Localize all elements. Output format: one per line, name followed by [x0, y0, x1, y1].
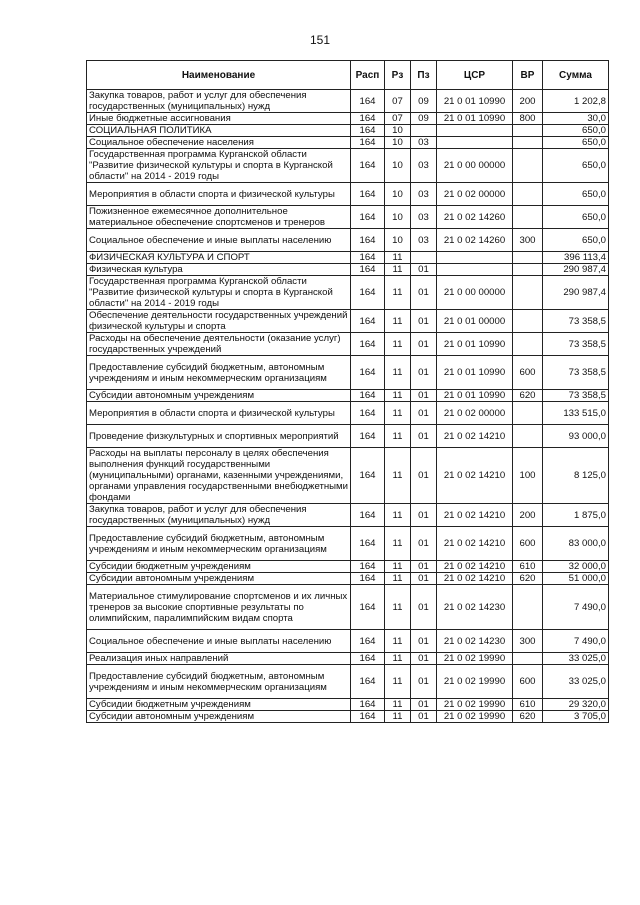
cell-vr: 610: [513, 561, 543, 573]
cell-rz: 11: [385, 425, 411, 448]
cell-vr: [513, 125, 543, 137]
cell-pz: 09: [411, 90, 437, 113]
cell-csr: [437, 252, 513, 264]
table-row: [87, 206, 609, 229]
cell-rz: 11: [385, 276, 411, 310]
cell-sum: 1 875,0: [543, 504, 609, 527]
cell-name: Закупка товаров, работ и услуг для обеспечения государственных (муниципальных) нужд: [87, 90, 351, 113]
table-row: [87, 699, 609, 711]
cell-name: СОЦИАЛЬНАЯ ПОЛИТИКА: [87, 125, 351, 137]
cell-rasp: 164: [351, 264, 385, 276]
table-row: [87, 149, 609, 183]
cell-name: Реализация иных направлений: [87, 653, 351, 665]
cell-rz: 11: [385, 252, 411, 264]
cell-pz: 01: [411, 333, 437, 356]
cell-rasp: 164: [351, 573, 385, 585]
cell-pz: 03: [411, 206, 437, 229]
cell-name: Проведение физкультурных и спортивных мероприятий: [87, 425, 351, 448]
cell-pz: 01: [411, 310, 437, 333]
cell-rz: 07: [385, 113, 411, 125]
header-rz: Рз: [385, 61, 411, 90]
table-row: [87, 252, 609, 264]
cell-csr: 21 0 01 10990: [437, 90, 513, 113]
cell-sum: 3 705,0: [543, 711, 609, 723]
cell-vr: [513, 585, 543, 630]
table-row: [87, 653, 609, 665]
cell-name: Субсидии автономным учреждениям: [87, 711, 351, 723]
header-csr: ЦСР: [437, 61, 513, 90]
cell-sum: 650,0: [543, 206, 609, 229]
cell-name: Обеспечение деятельности государственных учреждений физической культуры и спорта: [87, 310, 351, 333]
cell-name: Государственная программа Курганской области "Развитие физической культуры и спорта в Курганской области" на 2014 - 2019 годы: [87, 276, 351, 310]
cell-rz: 10: [385, 125, 411, 137]
cell-pz: 03: [411, 229, 437, 252]
cell-pz: 01: [411, 573, 437, 585]
table-header-row: [87, 61, 609, 90]
cell-csr: 21 0 01 10990: [437, 356, 513, 390]
cell-rz: 10: [385, 229, 411, 252]
cell-pz: 01: [411, 699, 437, 711]
cell-sum: 8 125,0: [543, 448, 609, 504]
cell-sum: 650,0: [543, 229, 609, 252]
cell-sum: 650,0: [543, 149, 609, 183]
cell-rz: 11: [385, 390, 411, 402]
cell-csr: 21 0 00 00000: [437, 149, 513, 183]
cell-rz: 11: [385, 561, 411, 573]
cell-name: Субсидии автономным учреждениям: [87, 390, 351, 402]
header-vr: ВР: [513, 61, 543, 90]
cell-rasp: 164: [351, 448, 385, 504]
cell-rz: 11: [385, 310, 411, 333]
cell-vr: 300: [513, 630, 543, 653]
cell-pz: 01: [411, 585, 437, 630]
cell-rasp: 164: [351, 356, 385, 390]
cell-rz: 11: [385, 711, 411, 723]
cell-sum: 33 025,0: [543, 665, 609, 699]
cell-pz: 01: [411, 356, 437, 390]
cell-name: Социальное обеспечение и иные выплаты населению: [87, 229, 351, 252]
cell-csr: 21 0 02 19990: [437, 665, 513, 699]
cell-rasp: 164: [351, 711, 385, 723]
cell-vr: 600: [513, 527, 543, 561]
cell-sum: 133 515,0: [543, 402, 609, 425]
cell-pz: 01: [411, 665, 437, 699]
cell-csr: 21 0 02 19990: [437, 653, 513, 665]
cell-csr: 21 0 02 14210: [437, 504, 513, 527]
cell-sum: 7 490,0: [543, 630, 609, 653]
cell-sum: 93 000,0: [543, 425, 609, 448]
cell-name: Закупка товаров, работ и услуг для обеспечения государственных (муниципальных) нужд: [87, 504, 351, 527]
cell-vr: 200: [513, 504, 543, 527]
header-rasp: Расп: [351, 61, 385, 90]
cell-rz: 11: [385, 402, 411, 425]
cell-vr: 600: [513, 356, 543, 390]
cell-pz: 03: [411, 149, 437, 183]
header-pz: Пз: [411, 61, 437, 90]
cell-rz: 07: [385, 90, 411, 113]
cell-csr: [437, 125, 513, 137]
cell-rasp: 164: [351, 310, 385, 333]
cell-rz: 11: [385, 699, 411, 711]
table-body: [87, 90, 609, 723]
cell-rasp: 164: [351, 125, 385, 137]
cell-rasp: 164: [351, 585, 385, 630]
cell-rasp: 164: [351, 333, 385, 356]
cell-sum: 29 320,0: [543, 699, 609, 711]
cell-csr: 21 0 01 00000: [437, 310, 513, 333]
cell-pz: 01: [411, 527, 437, 561]
cell-sum: 650,0: [543, 137, 609, 149]
cell-name: Социальное обеспечение населения: [87, 137, 351, 149]
table-row: [87, 527, 609, 561]
cell-csr: 21 0 02 14260: [437, 206, 513, 229]
cell-pz: 01: [411, 711, 437, 723]
cell-vr: 610: [513, 699, 543, 711]
cell-csr: [437, 137, 513, 149]
table-row: [87, 504, 609, 527]
cell-rz: 11: [385, 573, 411, 585]
cell-sum: 73 358,5: [543, 333, 609, 356]
cell-name: Предоставление субсидий бюджетным, автономным учреждениям и иным некоммерческим организациям: [87, 356, 351, 390]
cell-rz: 10: [385, 183, 411, 206]
cell-name: Материальное стимулирование спортсменов и их личных тренеров за высокие спортивные результаты по олимпийским, паралимпийским видам спорта: [87, 585, 351, 630]
table-row: [87, 665, 609, 699]
cell-name: Социальное обеспечение и иные выплаты населению: [87, 630, 351, 653]
cell-rasp: 164: [351, 527, 385, 561]
cell-pz: 01: [411, 504, 437, 527]
table-row: [87, 229, 609, 252]
cell-pz: 01: [411, 425, 437, 448]
cell-rasp: 164: [351, 653, 385, 665]
table-row: [87, 402, 609, 425]
cell-rasp: 164: [351, 206, 385, 229]
cell-sum: 73 358,5: [543, 356, 609, 390]
cell-csr: [437, 264, 513, 276]
cell-rasp: 164: [351, 137, 385, 149]
cell-name: Иные бюджетные ассигнования: [87, 113, 351, 125]
cell-sum: 650,0: [543, 183, 609, 206]
cell-rz: 11: [385, 653, 411, 665]
cell-rz: 11: [385, 527, 411, 561]
cell-vr: [513, 653, 543, 665]
cell-rz: 10: [385, 137, 411, 149]
cell-sum: 30,0: [543, 113, 609, 125]
cell-sum: 396 113,4: [543, 252, 609, 264]
cell-vr: 800: [513, 113, 543, 125]
cell-pz: 01: [411, 276, 437, 310]
table-row: [87, 310, 609, 333]
cell-vr: 620: [513, 711, 543, 723]
cell-name: Физическая культура: [87, 264, 351, 276]
table-row: [87, 711, 609, 723]
cell-vr: 600: [513, 665, 543, 699]
table-row: [87, 630, 609, 653]
header-name: Наименование: [87, 61, 351, 90]
cell-sum: 7 490,0: [543, 585, 609, 630]
cell-name: Предоставление субсидий бюджетным, автономным учреждениям и иным некоммерческим организациям: [87, 527, 351, 561]
cell-name: Пожизненное ежемесячное дополнительное материальное обеспечение спортсменов и тренеров: [87, 206, 351, 229]
cell-sum: 650,0: [543, 125, 609, 137]
table-row: [87, 276, 609, 310]
cell-sum: 290 987,4: [543, 264, 609, 276]
cell-rz: 10: [385, 206, 411, 229]
cell-pz: 01: [411, 653, 437, 665]
header-sum: Сумма: [543, 61, 609, 90]
cell-csr: 21 0 02 14260: [437, 229, 513, 252]
cell-csr: 21 0 01 10990: [437, 113, 513, 125]
cell-csr: 21 0 01 10990: [437, 333, 513, 356]
cell-vr: 100: [513, 448, 543, 504]
table-row: [87, 137, 609, 149]
table-row: [87, 448, 609, 504]
cell-pz: 09: [411, 113, 437, 125]
cell-pz: 01: [411, 264, 437, 276]
cell-rasp: 164: [351, 504, 385, 527]
cell-rz: 11: [385, 504, 411, 527]
cell-rz: 11: [385, 356, 411, 390]
cell-rasp: 164: [351, 665, 385, 699]
table-row: [87, 573, 609, 585]
cell-rz: 11: [385, 665, 411, 699]
cell-vr: [513, 252, 543, 264]
cell-pz: [411, 252, 437, 264]
cell-vr: 300: [513, 229, 543, 252]
cell-csr: 21 0 02 00000: [437, 402, 513, 425]
cell-rasp: 164: [351, 561, 385, 573]
cell-rasp: 164: [351, 425, 385, 448]
cell-vr: [513, 276, 543, 310]
cell-pz: 01: [411, 390, 437, 402]
table-row: [87, 113, 609, 125]
cell-rz: 11: [385, 585, 411, 630]
table-row: [87, 585, 609, 630]
page-number: 151: [309, 33, 331, 47]
cell-rasp: 164: [351, 183, 385, 206]
cell-name: Расходы на обеспечение деятельности (оказание услуг) государственных учреждений: [87, 333, 351, 356]
cell-name: Мероприятия в области спорта и физической культуры: [87, 402, 351, 425]
cell-name: Мероприятия в области спорта и физической культуры: [87, 183, 351, 206]
cell-rz: 11: [385, 264, 411, 276]
cell-rz: 11: [385, 333, 411, 356]
cell-csr: 21 0 02 14210: [437, 448, 513, 504]
cell-sum: 73 358,5: [543, 390, 609, 402]
cell-sum: 51 000,0: [543, 573, 609, 585]
cell-pz: 01: [411, 402, 437, 425]
cell-csr: 21 0 02 14210: [437, 527, 513, 561]
table-row: [87, 333, 609, 356]
table-row: [87, 425, 609, 448]
cell-pz: [411, 125, 437, 137]
cell-name: Расходы на выплаты персоналу в целях обеспечения выполнения функций государственными (муниципальными) органами, казенными учреждениями, органами управления государственными внебюджетными фондами: [87, 448, 351, 504]
cell-rasp: 164: [351, 113, 385, 125]
table-row: [87, 264, 609, 276]
cell-csr: 21 0 02 14210: [437, 425, 513, 448]
cell-vr: 620: [513, 573, 543, 585]
cell-name: Субсидии бюджетным учреждениям: [87, 699, 351, 711]
cell-rasp: 164: [351, 699, 385, 711]
table-row: [87, 390, 609, 402]
cell-vr: [513, 137, 543, 149]
cell-sum: 33 025,0: [543, 653, 609, 665]
cell-rasp: 164: [351, 402, 385, 425]
cell-name: Субсидии автономным учреждениям: [87, 573, 351, 585]
cell-csr: 21 0 02 14210: [437, 561, 513, 573]
cell-csr: 21 0 02 14230: [437, 585, 513, 630]
cell-vr: [513, 402, 543, 425]
budget-table: [86, 60, 609, 723]
cell-vr: [513, 149, 543, 183]
cell-vr: 200: [513, 90, 543, 113]
cell-csr: 21 0 02 00000: [437, 183, 513, 206]
cell-rasp: 164: [351, 630, 385, 653]
cell-vr: [513, 183, 543, 206]
cell-rasp: 164: [351, 149, 385, 183]
table-row: [87, 561, 609, 573]
cell-pz: 01: [411, 630, 437, 653]
cell-name: ФИЗИЧЕСКАЯ КУЛЬТУРА И СПОРТ: [87, 252, 351, 264]
cell-name: Субсидии бюджетным учреждениям: [87, 561, 351, 573]
cell-csr: 21 0 00 00000: [437, 276, 513, 310]
cell-rasp: 164: [351, 252, 385, 264]
cell-sum: 290 987,4: [543, 276, 609, 310]
cell-rasp: 164: [351, 229, 385, 252]
cell-rasp: 164: [351, 276, 385, 310]
cell-sum: 83 000,0: [543, 527, 609, 561]
cell-sum: 1 202,8: [543, 90, 609, 113]
cell-vr: [513, 310, 543, 333]
cell-csr: 21 0 02 14230: [437, 630, 513, 653]
cell-vr: [513, 264, 543, 276]
cell-pz: 03: [411, 183, 437, 206]
table-row: [87, 125, 609, 137]
cell-pz: 03: [411, 137, 437, 149]
cell-rz: 11: [385, 630, 411, 653]
cell-rasp: 164: [351, 390, 385, 402]
cell-csr: 21 0 02 14210: [437, 573, 513, 585]
cell-rasp: 164: [351, 90, 385, 113]
cell-rz: 10: [385, 149, 411, 183]
cell-sum: 32 000,0: [543, 561, 609, 573]
cell-csr: 21 0 02 19990: [437, 711, 513, 723]
table-row: [87, 90, 609, 113]
cell-vr: [513, 333, 543, 356]
table-row: [87, 356, 609, 390]
cell-vr: [513, 206, 543, 229]
table-row: [87, 183, 609, 206]
cell-vr: [513, 425, 543, 448]
cell-rz: 11: [385, 448, 411, 504]
cell-csr: 21 0 01 10990: [437, 390, 513, 402]
cell-vr: 620: [513, 390, 543, 402]
cell-sum: 73 358,5: [543, 310, 609, 333]
cell-name: Государственная программа Курганской области "Развитие физической культуры и спорта в Курганской области" на 2014 - 2019 годы: [87, 149, 351, 183]
cell-pz: 01: [411, 561, 437, 573]
cell-pz: 01: [411, 448, 437, 504]
cell-csr: 21 0 02 19990: [437, 699, 513, 711]
cell-name: Предоставление субсидий бюджетным, автономным учреждениям и иным некоммерческим организациям: [87, 665, 351, 699]
